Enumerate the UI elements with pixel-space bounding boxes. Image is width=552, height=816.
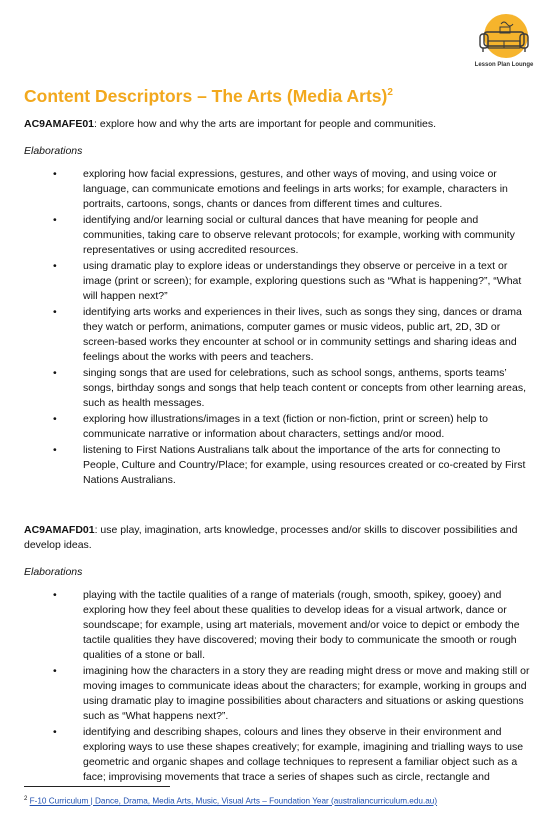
section-gap (24, 489, 536, 523)
list-item: • singing songs that are used for celebrations, such as school songs, anthems, sports teams’ songs, birthday songs and songs that help teach content or concepts from other learning areas, such as health messages. (83, 366, 536, 411)
list-item: • listening to First Nations Australians talk about the importance of the arts for connecting to People, Culture and Country/Place; for example, using resources created or co-created by First Nations Australians. (83, 443, 536, 488)
elaborations-label: Elaborations (24, 145, 83, 157)
footnote-link[interactable]: F-10 Curriculum | Dance, Drama, Media Arts, Music, Visual Arts – Foundation Year (australiancurriculum.edu.au) (29, 796, 438, 806)
content-body (24, 117, 536, 786)
page-title (24, 86, 393, 107)
list-item: • exploring how facial expressions, gestures, and other ways of moving, and using voice or language, can communicate emotions and feelings in arts works; for example, characters in portraits, cartoons, songs, chants or dances from different times and cultures. (83, 167, 536, 212)
list-item: • identifying and describing shapes, colours and lines they observe in their environment and exploring ways to use these shapes creatively; for example, imagining and trialling ways to use geometric and organic shapes and collage techniques to represent a familiar object such as a face; improvising movements that trace a series of shapes such as circle, rectangle and (83, 725, 536, 785)
page-title-text: Content Descriptors – The Arts (Media Arts) (24, 86, 388, 106)
descriptor-text: : explore how and why the arts are important for people and communities. (94, 118, 437, 130)
descriptor-text: : use play, imagination, arts knowledge, processes and/or skills to discover possibilities and develop ideas. (24, 524, 518, 551)
list-item: • identifying arts works and experiences in their lives, such as songs they sing, dances or drama they watch or perform, animations, computer games or music videos, public art, 2D, 3D or screen-based works they encounter at school or in community settings and sharing ideas and feelings about the works with peers and teachers. (83, 305, 536, 365)
lesson-plan-lounge-logo (466, 12, 542, 74)
title-footnote-ref: 2 (387, 87, 393, 99)
list-item: • using dramatic play to explore ideas or understandings they observe or perceive in a text or image (print or screen); for example, exploring questions such as “What is happening?”, “What will happen next?” (83, 259, 536, 304)
sofa-icon (466, 12, 542, 64)
elaborations-list-1 (24, 167, 536, 488)
footnote-number: 2 (24, 796, 28, 802)
logo-wordmark: Lesson Plan Lounge (474, 62, 534, 68)
descriptor-1 (24, 117, 536, 132)
descriptor-2 (24, 523, 536, 553)
list-item: • identifying and/or learning social or cultural dances that have meaning for people and communities, taking care to observe relevant protocols; for example, working with community representatives or using accredited resources. (83, 213, 536, 258)
list-item: • exploring how illustrations/images in a text (fiction or non-fiction, print or screen) help to communicate narrative or information about characters, settings and/or mood. (83, 412, 536, 442)
descriptor-code: AC9AMAFE01 (24, 118, 95, 130)
list-item: • playing with the tactile qualities of a range of materials (rough, smooth, spikey, gooey) and exploring how they feel about these qualities to develop ideas for a visual artwork, dance or soundscape; for example, using art materials, movement and/or voice to depict or embody the tactile qualities they have discovered; moving their body to communicate the smooth or rough qualities of a stone or ball. (83, 588, 536, 663)
elaborations-list-2 (24, 588, 536, 785)
descriptor-code: AC9AMAFD01 (24, 524, 95, 536)
footnote (24, 796, 437, 806)
footnote-divider (24, 786, 170, 787)
list-item: • imagining how the characters in a story they are reading might dress or move and making still or moving images to communicate ideas about the characters; for example, working in groups and using dramatic play to imagine possibilities about characters and situations or asking questions such as “What happens next?”. (83, 664, 536, 724)
elaborations-label: Elaborations (24, 566, 83, 578)
